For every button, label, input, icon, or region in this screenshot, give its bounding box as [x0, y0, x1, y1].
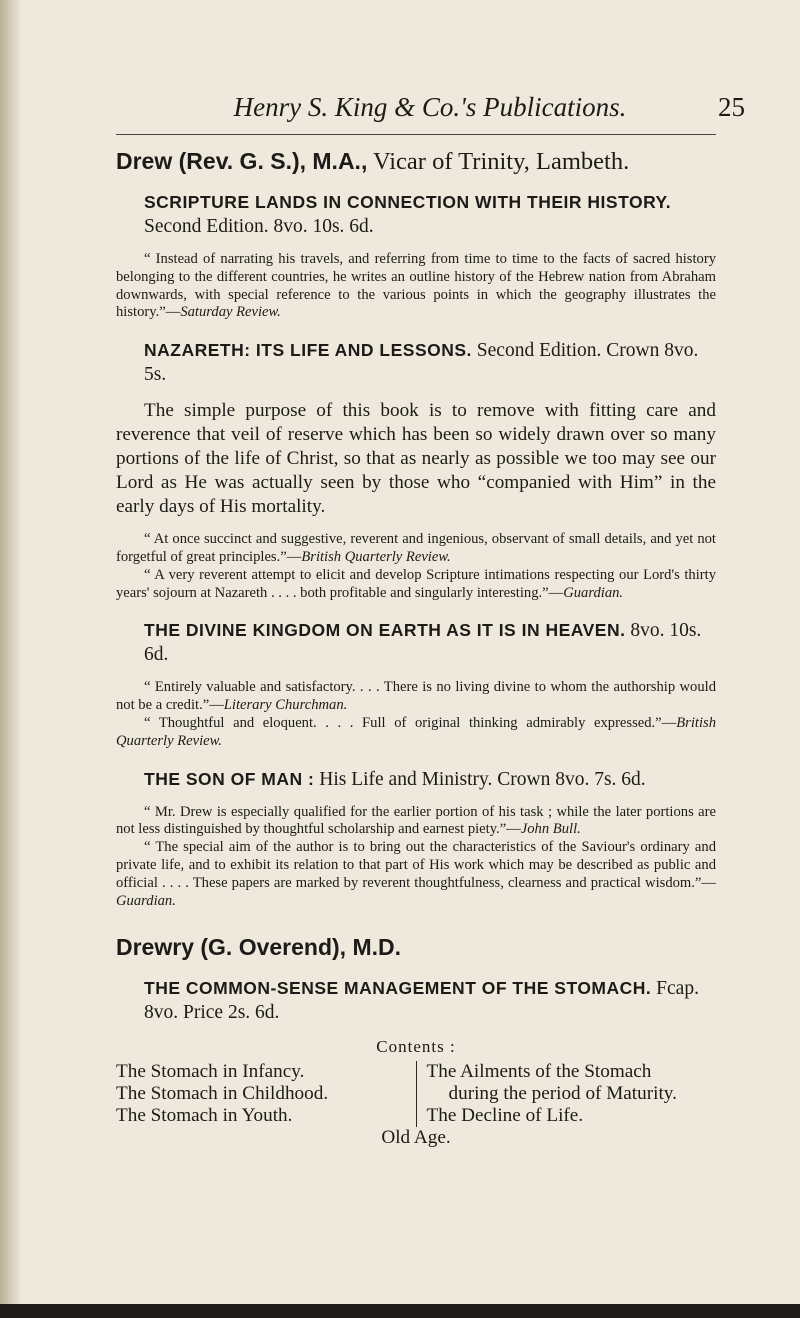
review-quote [116, 679, 716, 715]
book-title-entry [116, 976, 716, 1025]
quote-source: British Quarterly Review. [301, 548, 451, 565]
quote-source: John Bull. [520, 821, 581, 838]
review-quote [116, 251, 716, 322]
book-title-entry [116, 338, 716, 387]
quote-text: “ Instead of narrating his travels, and referring from time to time to the facts of sacred history belonging to the different countries, he writes an outline history of the Hebrew nation from Abraham downwards, with special reference to the various points in which the geography illustrates the history.”— [116, 251, 716, 321]
author-entry [116, 148, 716, 176]
author-name: Drewry (G. Overend), M.D. [116, 934, 402, 961]
contents-item: The Stomach in Childhood. [116, 1083, 329, 1105]
book-details: Second Edition. 8vo. 10s. 6d. [144, 216, 374, 237]
book-details: His Life and Ministry. Crown 8vo. 7s. 6d. [319, 768, 646, 790]
contents-item: during the period of Maturity. [448, 1083, 677, 1105]
page-spine-shadow [0, 0, 22, 1318]
quote-text: “ Entirely valuable and satisfactory. . . . There is no living divine to whom the authorship would not be a credit.”— [116, 679, 716, 714]
header-rule [116, 134, 716, 135]
quote-text: “ Mr. Drew is especially qualified for the earlier portion of his task ; while the later portions are not less distinguished by thoughtful scholarship and earnest piety.”— [116, 803, 716, 838]
book-title: THE DIVINE KINGDOM ON EARTH AS IT IS IN HEAVEN. [144, 620, 626, 641]
quote-text: “ A very reverent attempt to elicit and develop Scripture intimations respecting our Lord's thirty years' sojourn at Nazareth . . . . both profitable and singularly interesting.”— [116, 566, 716, 601]
book-details: Fcap. 8vo. Price 2s. 6d. [144, 978, 699, 1024]
contents-column-left [116, 1061, 416, 1127]
quote-text: “ At once succinct and suggestive, reverent and ingenious, observant of small details, and yet not forgetful of great principles.”— [116, 531, 716, 565]
book-title: SCRIPTURE LANDS IN CONNECTION WITH THEIR HISTORY. [144, 192, 672, 212]
contents-item: The Ailments of the Stomach [426, 1061, 652, 1083]
quote-text: “ Thoughtful and eloquent. . . . Full of original thinking admirably expressed.”— [144, 714, 677, 731]
book-title-entry [116, 618, 716, 667]
running-head: Henry S. King & Co.'s Publications. [233, 92, 627, 122]
quote-text: “ The special aim of the author is to bring out the characteristics of the Saviour's ordinary and private life, and to exhibit its relation to that part of His work which may be described as public and official . . . . These papers are marked by reverent thoughtfulness, clearness and practical wisdom.”— [116, 839, 716, 891]
review-quote [116, 804, 716, 840]
page-number: 25 [718, 92, 745, 122]
review-quote [116, 715, 716, 751]
book-description: The simple purpose of this book is to remove with fitting care and reverence that veil of reserve which has been so widely drawn over so many portions of the life of Christ, so that as nearly as possible we too may see our Lord as He was actually seen by those who “companied with Him” in the early days of His mortality. [116, 400, 716, 518]
book-details: Second Edition. Crown 8vo. 5s. [144, 340, 699, 386]
book-details: 8vo. 10s. 6d. [144, 620, 702, 666]
quote-source: Saturday Review. [180, 304, 281, 321]
page-content [116, 148, 716, 1149]
quote-source: Guardian. [563, 584, 624, 601]
book-title: THE COMMON-SENSE MANAGEMENT OF THE STOMACH. [144, 978, 652, 999]
book-title: THE SON OF MAN : [144, 768, 315, 789]
contents-column-right [416, 1061, 717, 1127]
book-title: NAZARETH: ITS LIFE AND LESSONS. [144, 340, 472, 361]
author-entry [116, 934, 716, 962]
contents-item: The Stomach in Infancy. [116, 1061, 305, 1083]
author-name: Drew (Rev. G. S.), M.A., [116, 148, 368, 174]
review-quote [116, 531, 716, 567]
bottom-edge-bar [0, 1304, 800, 1318]
book-title-entry [116, 190, 716, 239]
contents-item: The Stomach in Youth. [116, 1105, 293, 1127]
contents-item: The Decline of Life. [426, 1105, 584, 1127]
review-quote [116, 567, 716, 603]
author-role: Vicar of Trinity, Lambeth. [373, 148, 630, 175]
contents-item: Old Age. [381, 1127, 451, 1149]
book-title-entry [116, 767, 716, 792]
contents-list [116, 1061, 716, 1127]
review-quote [116, 839, 716, 910]
quote-source: Guardian. [116, 892, 176, 909]
quote-source: Literary Churchman. [223, 697, 348, 714]
quote-source: British Quarterly Review. [116, 714, 716, 749]
contents-heading: Contents : [376, 1037, 456, 1057]
